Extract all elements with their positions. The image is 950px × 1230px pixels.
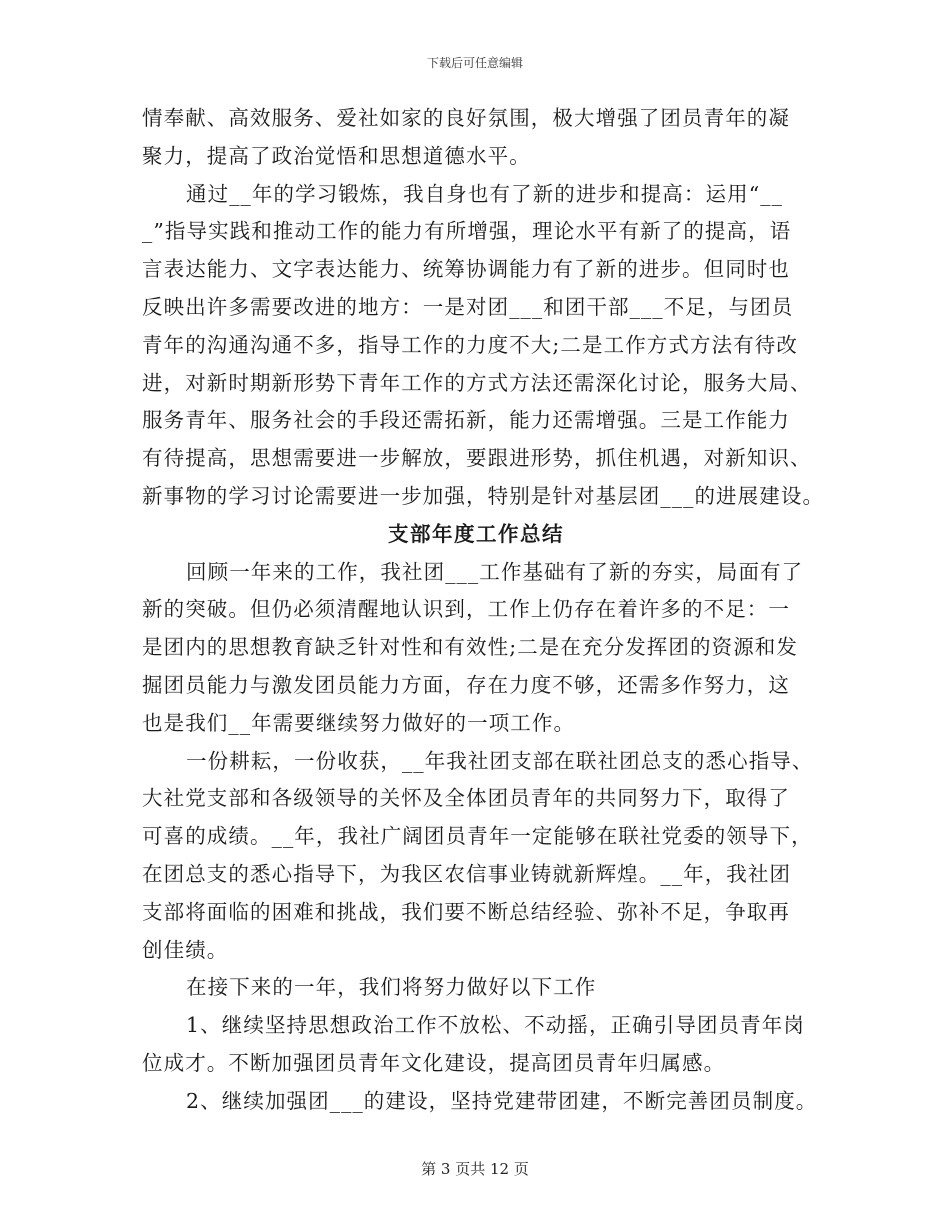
paragraph-start: 一份耕耘，一份收获，__年我社团支部在联社团总支的悉心指导、 [186,748,814,773]
text-line: 进，对新时期新形势下青年工作的方式方法还需深化讨论，服务大局、 [142,370,812,395]
text-line: _”指导实践和推动工作的能力有所增强，理论水平有新了的提高，语 [142,219,792,244]
text-line: 在团总支的悉心指导下，为我区农信事业铸就新辉煌。__年，我社团 [142,861,792,886]
text-line: 新的突破。但仍必须清醒地认识到，工作上仍存在着许多的不足：一 [142,597,790,622]
text-line: 掘团员能力与激发团员能力方面，存在力度不够，还需多作努力，这 [142,672,790,697]
list-item-1: 1、继续坚持思想政治工作不放松、不动摇，正确引导团员青年岗 [186,1013,805,1038]
text-line: 也是我们__年需要继续努力做好的一项工作。 [142,710,576,735]
text-line: 情奉献、高效服务、爱社如家的良好氛围，极大增强了团员青年的凝 [142,106,790,130]
text-line: 支部将面临的困难和挑战，我们要不断总结经验、弥补不足，争取再 [142,899,790,924]
text-line: 言表达能力、文字表达能力、统筹协调能力有了新的进步。但同时也 [142,257,790,282]
text-line: 大社党支部和各级领导的关怀及全体团员青年的共同努力下，取得了 [142,786,790,811]
paragraph-start: 在接下来的一年，我们将努力做好以下工作 [186,975,597,1000]
paragraph-start: 通过__年的学习锻炼，我自身也有了新的进步和提高：运用“__ [186,181,783,206]
document-body [142,100,825,1121]
text-line: 是团内的思想教育缺乏针对性和有效性;二是在充分发挥团的资源和发 [142,635,799,660]
text-line: 聚力，提高了政治觉悟和思想道德水平。 [142,143,531,168]
text-line: 服务青年、服务社会的手段还需拓新，能力还需增强。三是工作能力 [142,408,790,433]
paragraph-start: 回顾一年来的工作，我社团___工作基础有了新的夯实，局面有了 [186,559,804,584]
text-line: 可喜的成绩。__年，我社广阔团员青年一定能够在联社党委的领导下， [142,824,813,849]
text-line: 反映出许多需要改进的地方：一是对团___和团干部___不足，与团员 [142,294,794,319]
page-header: 下载后可任意编辑 [426,56,523,70]
list-item-2: 2、继续加强团___的建设，坚持党建带团建，不断完善团员制度。 [186,1088,818,1113]
section-title: 支部年度工作总结 [388,521,564,546]
page-number: 第 3 页共 12 页 [421,1160,529,1178]
text-line: 位成才。不断加强团员青年文化建设，提高团员青年归属感。 [142,1050,726,1075]
text-line: 有待提高，思想需要进一步解放，要跟进形势，抓住机遇，对新知识、 [142,446,812,471]
text-line: 新事物的学习讨论需要进一步加强，特别是针对基层团___的进展建设。 [142,483,825,508]
text-line: 青年的沟通沟通不多，指导工作的力度不大;二是工作方式方法有待改 [142,332,799,357]
text-line: 创佳绩。 [142,937,229,962]
